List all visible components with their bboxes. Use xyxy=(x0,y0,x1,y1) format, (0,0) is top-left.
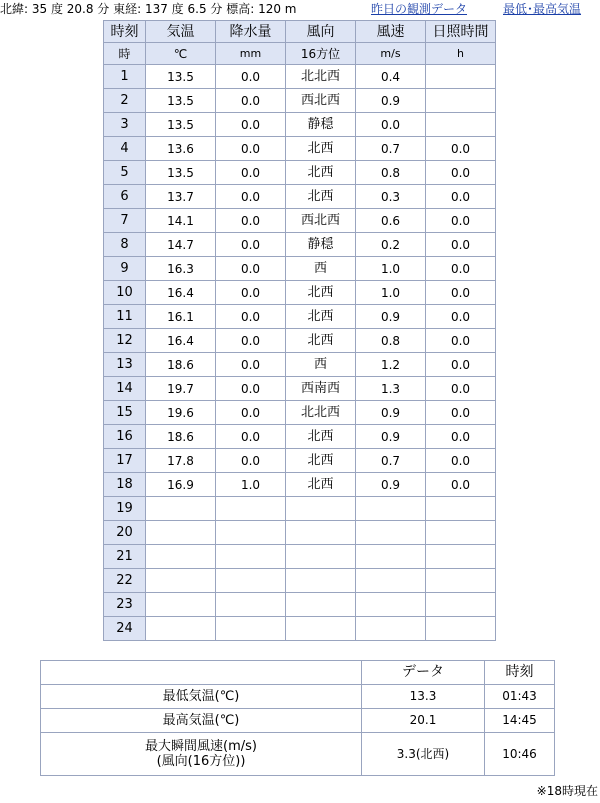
unit-time: 時 xyxy=(104,43,146,65)
summary-value: 20.1 xyxy=(362,709,485,733)
cell-hour: 13 xyxy=(104,353,146,377)
cell-temperature: 13.5 xyxy=(146,113,216,137)
cell-wind-direction: 西 xyxy=(286,257,356,281)
cell-wind-speed xyxy=(356,497,426,521)
table-unit-row xyxy=(104,43,496,65)
table-row xyxy=(104,281,496,305)
hourly-observation-table xyxy=(103,20,496,641)
table-row xyxy=(104,473,496,497)
cell-sunshine xyxy=(426,89,496,113)
cell-hour: 1 xyxy=(104,65,146,89)
unit-temperature: ℃ xyxy=(146,43,216,65)
cell-precipitation: 0.0 xyxy=(216,425,286,449)
summary-row-max-temp xyxy=(41,709,555,733)
cell-precipitation xyxy=(216,521,286,545)
cell-wind-speed: 0.3 xyxy=(356,185,426,209)
cell-wind-direction: 北西 xyxy=(286,425,356,449)
cell-hour: 11 xyxy=(104,305,146,329)
cell-wind-speed: 0.7 xyxy=(356,137,426,161)
table-row xyxy=(104,113,496,137)
cell-precipitation: 0.0 xyxy=(216,185,286,209)
table-row xyxy=(104,449,496,473)
cell-wind-speed: 0.0 xyxy=(356,113,426,137)
cell-wind-speed: 1.0 xyxy=(356,257,426,281)
cell-temperature: 19.7 xyxy=(146,377,216,401)
cell-wind-direction: 西北西 xyxy=(286,89,356,113)
cell-wind-direction: 北北西 xyxy=(286,401,356,425)
cell-hour: 10 xyxy=(104,281,146,305)
cell-wind-direction: 西北西 xyxy=(286,209,356,233)
cell-temperature: 13.5 xyxy=(146,89,216,113)
cell-temperature: 13.5 xyxy=(146,65,216,89)
cell-precipitation: 0.0 xyxy=(216,209,286,233)
cell-temperature: 16.9 xyxy=(146,473,216,497)
cell-wind-speed xyxy=(356,569,426,593)
table-row xyxy=(104,89,496,113)
cell-hour: 2 xyxy=(104,89,146,113)
cell-hour: 14 xyxy=(104,377,146,401)
cell-wind-direction xyxy=(286,521,356,545)
table-row xyxy=(104,545,496,569)
cell-hour: 20 xyxy=(104,521,146,545)
header-wind-direction: 風向 xyxy=(286,21,356,43)
cell-hour: 9 xyxy=(104,257,146,281)
cell-hour: 19 xyxy=(104,497,146,521)
cell-sunshine xyxy=(426,545,496,569)
cell-temperature: 18.6 xyxy=(146,425,216,449)
cell-wind-speed: 1.0 xyxy=(356,281,426,305)
table-row xyxy=(104,497,496,521)
unit-precipitation: mm xyxy=(216,43,286,65)
cell-sunshine: 0.0 xyxy=(426,137,496,161)
cell-wind-speed xyxy=(356,593,426,617)
cell-wind-direction: 西 xyxy=(286,353,356,377)
cell-temperature: 13.7 xyxy=(146,185,216,209)
summary-time: 14:45 xyxy=(485,709,555,733)
header-sunshine: 日照時間 xyxy=(426,21,496,43)
cell-wind-speed: 0.9 xyxy=(356,305,426,329)
cell-hour: 23 xyxy=(104,593,146,617)
cell-precipitation: 0.0 xyxy=(216,161,286,185)
cell-precipitation: 0.0 xyxy=(216,305,286,329)
table-row xyxy=(104,65,496,89)
cell-sunshine: 0.0 xyxy=(426,449,496,473)
table-row xyxy=(104,401,496,425)
cell-hour: 22 xyxy=(104,569,146,593)
cell-hour: 4 xyxy=(104,137,146,161)
cell-wind-speed: 0.9 xyxy=(356,473,426,497)
cell-sunshine xyxy=(426,593,496,617)
station-coordinates: 北緯: 35 度 20.8 分 東経: 137 度 6.5 分 標高: 120 m xyxy=(0,2,297,16)
cell-precipitation: 0.0 xyxy=(216,113,286,137)
cell-wind-direction: 静穏 xyxy=(286,233,356,257)
cell-wind-direction: 北西 xyxy=(286,449,356,473)
cell-wind-direction xyxy=(286,545,356,569)
unit-wind-speed: m/s xyxy=(356,43,426,65)
unit-wind-direction: 16方位 xyxy=(286,43,356,65)
cell-temperature: 19.6 xyxy=(146,401,216,425)
cell-precipitation: 0.0 xyxy=(216,401,286,425)
cell-precipitation: 0.0 xyxy=(216,377,286,401)
cell-precipitation: 0.0 xyxy=(216,257,286,281)
unit-sunshine: h xyxy=(426,43,496,65)
cell-hour: 15 xyxy=(104,401,146,425)
cell-wind-speed: 0.7 xyxy=(356,449,426,473)
cell-sunshine: 0.0 xyxy=(426,377,496,401)
cell-temperature xyxy=(146,617,216,641)
min-max-temp-link[interactable]: 最低･最高気温 xyxy=(503,2,582,16)
header-temperature: 気温 xyxy=(146,21,216,43)
summary-header-row xyxy=(41,661,555,685)
cell-precipitation xyxy=(216,545,286,569)
summary-row-min-temp xyxy=(41,685,555,709)
cell-wind-direction: 北西 xyxy=(286,281,356,305)
summary-label: 最高気温(℃) xyxy=(41,709,362,733)
summary-value: 13.3 xyxy=(362,685,485,709)
cell-wind-speed: 0.9 xyxy=(356,425,426,449)
header-wind-speed: 風速 xyxy=(356,21,426,43)
cell-precipitation: 1.0 xyxy=(216,473,286,497)
summary-value: 3.3(北西) xyxy=(362,733,485,776)
table-row xyxy=(104,209,496,233)
summary-row-max-gust xyxy=(41,733,555,776)
cell-sunshine: 0.0 xyxy=(426,233,496,257)
cell-wind-direction xyxy=(286,497,356,521)
cell-wind-direction: 北西 xyxy=(286,473,356,497)
cell-hour: 3 xyxy=(104,113,146,137)
cell-precipitation: 0.0 xyxy=(216,329,286,353)
cell-sunshine: 0.0 xyxy=(426,353,496,377)
summary-label: 最大瞬間風速(m/s) (風向(16方位)) xyxy=(41,733,362,776)
table-header-row xyxy=(104,21,496,43)
summary-time: 10:46 xyxy=(485,733,555,776)
cell-sunshine: 0.0 xyxy=(426,185,496,209)
cell-sunshine: 0.0 xyxy=(426,401,496,425)
cell-wind-direction xyxy=(286,617,356,641)
cell-sunshine: 0.0 xyxy=(426,161,496,185)
station-info-bar xyxy=(0,0,600,18)
cell-wind-direction: 北西 xyxy=(286,305,356,329)
yesterday-data-link[interactable]: 昨日の観測データ xyxy=(371,2,468,16)
cell-wind-direction: 北西 xyxy=(286,329,356,353)
table-row xyxy=(104,137,496,161)
table-row xyxy=(104,425,496,449)
cell-precipitation: 0.0 xyxy=(216,89,286,113)
header-precipitation: 降水量 xyxy=(216,21,286,43)
cell-wind-direction: 北北西 xyxy=(286,65,356,89)
cell-temperature: 14.7 xyxy=(146,233,216,257)
cell-wind-direction: 北西 xyxy=(286,137,356,161)
cell-sunshine xyxy=(426,65,496,89)
cell-temperature: 16.1 xyxy=(146,305,216,329)
cell-hour: 18 xyxy=(104,473,146,497)
summary-time: 01:43 xyxy=(485,685,555,709)
cell-sunshine: 0.0 xyxy=(426,473,496,497)
cell-precipitation: 0.0 xyxy=(216,65,286,89)
table-row xyxy=(104,521,496,545)
cell-wind-direction: 静穏 xyxy=(286,113,356,137)
summary-header-blank xyxy=(41,661,362,685)
cell-temperature: 14.1 xyxy=(146,209,216,233)
cell-wind-speed: 0.9 xyxy=(356,89,426,113)
cell-wind-direction xyxy=(286,593,356,617)
cell-sunshine: 0.0 xyxy=(426,305,496,329)
cell-wind-direction xyxy=(286,569,356,593)
cell-wind-speed: 1.2 xyxy=(356,353,426,377)
cell-temperature xyxy=(146,521,216,545)
summary-label: 最低気温(℃) xyxy=(41,685,362,709)
cell-wind-direction: 北西 xyxy=(286,161,356,185)
cell-sunshine xyxy=(426,521,496,545)
cell-temperature: 16.4 xyxy=(146,329,216,353)
cell-sunshine: 0.0 xyxy=(426,281,496,305)
cell-wind-speed: 0.8 xyxy=(356,161,426,185)
cell-temperature xyxy=(146,545,216,569)
cell-precipitation xyxy=(216,497,286,521)
cell-wind-direction: 西南西 xyxy=(286,377,356,401)
cell-hour: 24 xyxy=(104,617,146,641)
cell-wind-speed xyxy=(356,521,426,545)
as-of-note: ※18時現在 xyxy=(536,784,598,798)
cell-sunshine xyxy=(426,113,496,137)
cell-hour: 6 xyxy=(104,185,146,209)
cell-temperature xyxy=(146,593,216,617)
cell-hour: 21 xyxy=(104,545,146,569)
cell-hour: 7 xyxy=(104,209,146,233)
cell-wind-speed: 0.6 xyxy=(356,209,426,233)
cell-hour: 5 xyxy=(104,161,146,185)
cell-sunshine xyxy=(426,569,496,593)
summary-header-data: データ xyxy=(362,661,485,685)
table-row xyxy=(104,305,496,329)
cell-precipitation xyxy=(216,617,286,641)
cell-wind-speed: 0.4 xyxy=(356,65,426,89)
table-row xyxy=(104,185,496,209)
table-row xyxy=(104,329,496,353)
cell-sunshine xyxy=(426,617,496,641)
cell-hour: 17 xyxy=(104,449,146,473)
cell-temperature xyxy=(146,569,216,593)
cell-wind-speed xyxy=(356,545,426,569)
cell-temperature: 16.3 xyxy=(146,257,216,281)
cell-temperature: 13.6 xyxy=(146,137,216,161)
cell-hour: 16 xyxy=(104,425,146,449)
cell-wind-speed xyxy=(356,617,426,641)
cell-temperature: 16.4 xyxy=(146,281,216,305)
cell-precipitation: 0.0 xyxy=(216,137,286,161)
table-row xyxy=(104,377,496,401)
cell-precipitation xyxy=(216,569,286,593)
cell-wind-direction: 北西 xyxy=(286,185,356,209)
cell-precipitation: 0.0 xyxy=(216,281,286,305)
cell-precipitation: 0.0 xyxy=(216,353,286,377)
cell-wind-speed: 0.9 xyxy=(356,401,426,425)
cell-sunshine: 0.0 xyxy=(426,209,496,233)
table-row xyxy=(104,617,496,641)
table-row xyxy=(104,353,496,377)
table-row xyxy=(104,593,496,617)
cell-precipitation xyxy=(216,593,286,617)
cell-sunshine: 0.0 xyxy=(426,257,496,281)
cell-wind-speed: 0.2 xyxy=(356,233,426,257)
cell-wind-speed: 1.3 xyxy=(356,377,426,401)
cell-temperature: 18.6 xyxy=(146,353,216,377)
cell-sunshine: 0.0 xyxy=(426,425,496,449)
summary-header-time: 時刻 xyxy=(485,661,555,685)
cell-temperature: 13.5 xyxy=(146,161,216,185)
daily-summary-table xyxy=(40,660,555,776)
cell-sunshine xyxy=(426,497,496,521)
cell-hour: 12 xyxy=(104,329,146,353)
table-row xyxy=(104,569,496,593)
table-row xyxy=(104,233,496,257)
table-row xyxy=(104,161,496,185)
table-row xyxy=(104,257,496,281)
header-time: 時刻 xyxy=(104,21,146,43)
cell-temperature: 17.8 xyxy=(146,449,216,473)
cell-precipitation: 0.0 xyxy=(216,233,286,257)
cell-temperature xyxy=(146,497,216,521)
cell-wind-speed: 0.8 xyxy=(356,329,426,353)
cell-sunshine: 0.0 xyxy=(426,329,496,353)
cell-precipitation: 0.0 xyxy=(216,449,286,473)
cell-hour: 8 xyxy=(104,233,146,257)
